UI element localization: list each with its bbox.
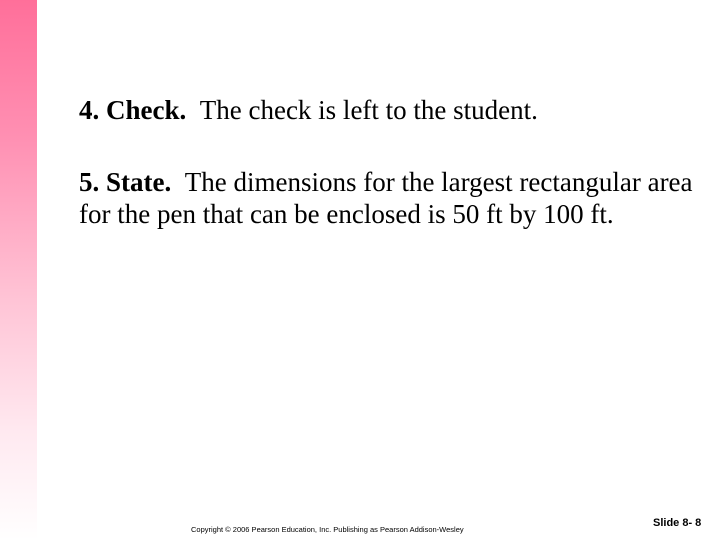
slide-body	[79, 94, 699, 230]
step-state-label: 5. State.	[79, 167, 172, 197]
slide-number: Slide 8- 8	[653, 517, 702, 529]
step-state-paragraph	[79, 166, 699, 230]
step-check-paragraph	[79, 94, 699, 126]
copyright-footer: Copyright © 2006 Pearson Education, Inc. Publishing as Pearson Addison-Wesley	[191, 525, 464, 534]
step-check-label: 4. Check.	[79, 95, 187, 125]
step-state-text: The dimensions for the largest rectangular area for the pen that can be enclosed is 50 ft by 100 ft.	[79, 167, 693, 229]
decorative-sidebar	[0, 0, 37, 540]
step-check-text: The check is left to the student.	[199, 95, 538, 125]
